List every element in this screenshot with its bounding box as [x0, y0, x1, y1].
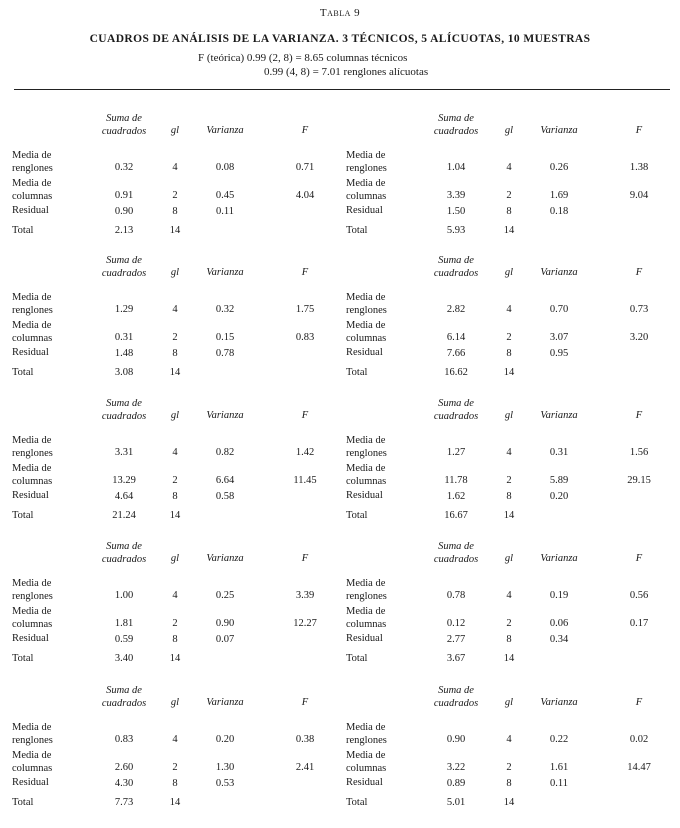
cell-suma-cuadrados: 7.73: [114, 797, 134, 808]
header-suma-de-cuadrados: Suma de cuadrados: [101, 685, 147, 709]
row-label-total: Total: [346, 367, 368, 378]
row-label-renglones: Media de renglones: [346, 722, 387, 746]
header-suma-de-cuadrados: Suma de cuadrados: [433, 255, 479, 279]
row-label-total: Total: [346, 225, 368, 236]
cell-varianza: 0.11: [550, 778, 568, 789]
cell-suma-cuadrados: 2.77: [446, 634, 466, 645]
cell-suma-cuadrados: 21.24: [112, 510, 136, 521]
row-label-residual: Residual: [12, 490, 49, 501]
cell-f: 1.75: [295, 304, 315, 315]
header-varianza: Varianza: [206, 125, 244, 136]
table-title: Tabla 9: [319, 7, 361, 19]
cell-gl: 2: [506, 762, 512, 773]
cell-varianza: 0.58: [215, 491, 235, 502]
header-f: F: [301, 410, 309, 421]
cell-f: 0.73: [629, 304, 649, 315]
cell-f: 14.47: [627, 762, 651, 773]
cell-gl: 8: [172, 206, 178, 217]
cell-gl: 2: [172, 190, 178, 201]
row-label-residual: Residual: [346, 777, 383, 788]
cell-varianza: 0.90: [215, 618, 235, 629]
header-gl: gl: [170, 697, 180, 708]
header-gl: gl: [504, 553, 514, 564]
cell-gl: 4: [172, 304, 178, 315]
cell-gl: 14: [503, 367, 515, 378]
header-varianza: Varianza: [206, 267, 244, 278]
header-suma-de-cuadrados: Suma de cuadrados: [101, 541, 147, 565]
header-suma-de-cuadrados: Suma de cuadrados: [433, 398, 479, 422]
cell-gl: 14: [169, 367, 181, 378]
row-label-columnas: Media de columnas: [346, 606, 387, 630]
cell-f: 0.38: [295, 734, 315, 745]
cell-gl: 4: [172, 162, 178, 173]
row-label-total: Total: [346, 510, 368, 521]
cell-gl: 4: [506, 734, 512, 745]
cell-gl: 14: [503, 653, 515, 664]
row-label-columnas: Media de columnas: [346, 463, 387, 487]
header-suma-de-cuadrados: Suma de cuadrados: [101, 255, 147, 279]
header-varianza: Varianza: [206, 697, 244, 708]
cell-suma-cuadrados: 3.08: [114, 367, 134, 378]
cell-varianza: 0.82: [215, 447, 235, 458]
header-gl: gl: [504, 125, 514, 136]
cell-suma-cuadrados: 0.90: [114, 206, 134, 217]
cell-varianza: 0.53: [215, 778, 235, 789]
cell-gl: 8: [172, 634, 178, 645]
header-gl: gl: [170, 125, 180, 136]
cell-varianza: 0.78: [215, 348, 235, 359]
cell-gl: 4: [172, 447, 178, 458]
cell-suma-cuadrados: 0.89: [446, 778, 466, 789]
cell-f: 3.20: [629, 332, 649, 343]
header-suma-de-cuadrados: Suma de cuadrados: [101, 113, 147, 137]
cell-f: 29.15: [627, 475, 651, 486]
row-label-columnas: Media de columnas: [346, 320, 387, 344]
header-f: F: [301, 267, 309, 278]
header-gl: gl: [504, 410, 514, 421]
header-rule: [14, 89, 670, 90]
cell-suma-cuadrados: 3.40: [114, 653, 134, 664]
cell-varianza: 0.11: [216, 206, 234, 217]
cell-varianza: 0.20: [549, 491, 569, 502]
cell-gl: 14: [503, 797, 515, 808]
cell-varianza: 1.30: [215, 762, 235, 773]
row-label-renglones: Media de renglones: [12, 292, 53, 316]
cell-gl: 8: [506, 348, 512, 359]
cell-suma-cuadrados: 16.62: [444, 367, 468, 378]
cell-suma-cuadrados: 0.83: [114, 734, 134, 745]
row-label-residual: Residual: [12, 347, 49, 358]
cell-suma-cuadrados: 3.22: [446, 762, 466, 773]
cell-suma-cuadrados: 1.50: [446, 206, 466, 217]
header-varianza: Varianza: [540, 697, 578, 708]
cell-gl: 8: [506, 778, 512, 789]
cell-gl: 14: [169, 653, 181, 664]
row-label-renglones: Media de renglones: [12, 578, 53, 602]
cell-gl: 14: [503, 225, 515, 236]
header-f: F: [301, 553, 309, 564]
cell-suma-cuadrados: 0.12: [446, 618, 466, 629]
cell-suma-cuadrados: 4.64: [114, 491, 134, 502]
cell-suma-cuadrados: 3.39: [446, 190, 466, 201]
row-label-renglones: Media de renglones: [346, 578, 387, 602]
cell-f: 1.42: [295, 447, 315, 458]
header-f: F: [635, 267, 643, 278]
header-varianza: Varianza: [540, 553, 578, 564]
cell-gl: 2: [172, 618, 178, 629]
cell-suma-cuadrados: 7.66: [446, 348, 466, 359]
cell-f: 0.02: [629, 734, 649, 745]
cell-gl: 2: [172, 475, 178, 486]
cell-f: 0.71: [295, 162, 315, 173]
header-varianza: Varianza: [540, 125, 578, 136]
cell-suma-cuadrados: 4.30: [114, 778, 134, 789]
header-f: F: [635, 553, 643, 564]
cell-gl: 2: [506, 618, 512, 629]
row-label-renglones: Media de renglones: [12, 435, 53, 459]
f-theoretical-columns: F (teórica) 0.99 (2, 8) = 8.65 columnas técnicos: [198, 52, 408, 64]
cell-suma-cuadrados: 0.32: [114, 162, 134, 173]
cell-suma-cuadrados: 5.01: [446, 797, 466, 808]
header-suma-de-cuadrados: Suma de cuadrados: [433, 685, 479, 709]
cell-varianza: 0.32: [215, 304, 235, 315]
cell-f: 9.04: [629, 190, 649, 201]
cell-f: 2.41: [295, 762, 315, 773]
cell-suma-cuadrados: 1.81: [114, 618, 134, 629]
row-label-total: Total: [12, 367, 34, 378]
row-label-columnas: Media de columnas: [12, 606, 53, 630]
row-label-columnas: Media de columnas: [12, 178, 53, 202]
cell-varianza: 1.61: [549, 762, 569, 773]
cell-f: 3.39: [295, 590, 315, 601]
row-label-residual: Residual: [12, 205, 49, 216]
cell-gl: 4: [172, 734, 178, 745]
cell-varianza: 5.89: [549, 475, 569, 486]
row-label-residual: Residual: [346, 347, 383, 358]
row-label-total: Total: [346, 797, 368, 808]
cell-varianza: 0.31: [549, 447, 569, 458]
row-label-renglones: Media de renglones: [12, 722, 53, 746]
header-f: F: [301, 125, 309, 136]
cell-f: 11.45: [293, 475, 317, 486]
cell-varianza: 1.69: [549, 190, 569, 201]
header-gl: gl: [170, 410, 180, 421]
f-theoretical-rows: 0.99 (4, 8) = 7.01 renglones alícuotas: [264, 66, 429, 78]
cell-suma-cuadrados: 1.62: [446, 491, 466, 502]
cell-suma-cuadrados: 13.29: [112, 475, 136, 486]
cell-varianza: 0.19: [549, 590, 569, 601]
cell-varianza: 0.95: [549, 348, 569, 359]
cell-suma-cuadrados: 6.14: [446, 332, 466, 343]
row-label-residual: Residual: [346, 205, 383, 216]
cell-varianza: 0.45: [215, 190, 235, 201]
cell-suma-cuadrados: 3.31: [114, 447, 134, 458]
header-f: F: [301, 697, 309, 708]
cell-varianza: 0.15: [215, 332, 235, 343]
cell-suma-cuadrados: 2.60: [114, 762, 134, 773]
cell-f: 4.04: [295, 190, 315, 201]
row-label-columnas: Media de columnas: [12, 320, 53, 344]
cell-varianza: 0.25: [215, 590, 235, 601]
row-label-total: Total: [12, 510, 34, 521]
cell-suma-cuadrados: 0.59: [114, 634, 134, 645]
cell-suma-cuadrados: 16.67: [444, 510, 468, 521]
cell-suma-cuadrados: 2.82: [446, 304, 466, 315]
row-label-columnas: Media de columnas: [346, 750, 387, 774]
header-f: F: [635, 697, 643, 708]
row-label-renglones: Media de renglones: [346, 150, 387, 174]
cell-f: 1.38: [629, 162, 649, 173]
cell-gl: 4: [506, 304, 512, 315]
cell-suma-cuadrados: 3.67: [446, 653, 466, 664]
row-label-renglones: Media de renglones: [346, 435, 387, 459]
header-f: F: [635, 125, 643, 136]
header-suma-de-cuadrados: Suma de cuadrados: [433, 541, 479, 565]
row-label-total: Total: [12, 653, 34, 664]
cell-f: 0.83: [295, 332, 315, 343]
cell-gl: 4: [506, 447, 512, 458]
cell-varianza: 6.64: [215, 475, 235, 486]
header-varianza: Varianza: [540, 410, 578, 421]
header-suma-de-cuadrados: Suma de cuadrados: [101, 398, 147, 422]
cell-suma-cuadrados: 2.13: [114, 225, 134, 236]
cell-gl: 4: [172, 590, 178, 601]
cell-gl: 2: [172, 762, 178, 773]
cell-suma-cuadrados: 11.78: [444, 475, 468, 486]
cell-gl: 14: [503, 510, 515, 521]
row-label-residual: Residual: [12, 777, 49, 788]
row-label-total: Total: [12, 225, 34, 236]
cell-suma-cuadrados: 1.27: [446, 447, 466, 458]
cell-varianza: 0.18: [549, 206, 569, 217]
row-label-residual: Residual: [12, 633, 49, 644]
cell-gl: 4: [506, 162, 512, 173]
header-varianza: Varianza: [540, 267, 578, 278]
header-f: F: [635, 410, 643, 421]
cell-suma-cuadrados: 1.48: [114, 348, 134, 359]
cell-varianza: 3.07: [549, 332, 569, 343]
cell-gl: 4: [506, 590, 512, 601]
header-gl: gl: [170, 267, 180, 278]
row-label-total: Total: [346, 653, 368, 664]
table-subtitle: CUADROS DE ANÁLISIS DE LA VARIANZA. 3 TÉCNICOS, 5 ALÍCUOTAS, 10 MUESTRAS: [89, 33, 591, 45]
row-label-residual: Residual: [346, 490, 383, 501]
cell-suma-cuadrados: 0.78: [446, 590, 466, 601]
cell-gl: 8: [506, 491, 512, 502]
cell-suma-cuadrados: 1.00: [114, 590, 134, 601]
header-gl: gl: [170, 553, 180, 564]
header-varianza: Varianza: [206, 410, 244, 421]
row-label-columnas: Media de columnas: [12, 750, 53, 774]
cell-suma-cuadrados: 5.93: [446, 225, 466, 236]
row-label-renglones: Media de renglones: [346, 292, 387, 316]
cell-suma-cuadrados: 1.04: [446, 162, 466, 173]
cell-varianza: 0.20: [215, 734, 235, 745]
cell-suma-cuadrados: 0.31: [114, 332, 134, 343]
header-gl: gl: [504, 267, 514, 278]
cell-varianza: 0.08: [215, 162, 235, 173]
cell-varianza: 0.07: [215, 634, 235, 645]
cell-gl: 14: [169, 797, 181, 808]
cell-f: 0.17: [629, 618, 649, 629]
cell-varianza: 0.70: [549, 304, 569, 315]
cell-gl: 8: [172, 778, 178, 789]
cell-varianza: 0.34: [549, 634, 569, 645]
cell-f: 12.27: [293, 618, 317, 629]
cell-gl: 2: [506, 190, 512, 201]
row-label-total: Total: [12, 797, 34, 808]
cell-gl: 8: [506, 206, 512, 217]
cell-varianza: 0.06: [549, 618, 569, 629]
row-label-columnas: Media de columnas: [346, 178, 387, 202]
cell-gl: 2: [506, 475, 512, 486]
cell-suma-cuadrados: 0.90: [446, 734, 466, 745]
cell-varianza: 0.22: [549, 734, 569, 745]
cell-gl: 14: [169, 510, 181, 521]
cell-f: 1.56: [629, 447, 649, 458]
header-gl: gl: [504, 697, 514, 708]
row-label-residual: Residual: [346, 633, 383, 644]
row-label-renglones: Media de renglones: [12, 150, 53, 174]
cell-gl: 8: [172, 348, 178, 359]
cell-gl: 8: [506, 634, 512, 645]
row-label-columnas: Media de columnas: [12, 463, 53, 487]
header-varianza: Varianza: [206, 553, 244, 564]
cell-gl: 14: [169, 225, 181, 236]
cell-gl: 2: [172, 332, 178, 343]
cell-varianza: 0.26: [549, 162, 569, 173]
cell-f: 0.56: [629, 590, 649, 601]
header-suma-de-cuadrados: Suma de cuadrados: [433, 113, 479, 137]
cell-suma-cuadrados: 0.91: [114, 190, 134, 201]
cell-gl: 2: [506, 332, 512, 343]
cell-suma-cuadrados: 1.29: [114, 304, 134, 315]
cell-gl: 8: [172, 491, 178, 502]
